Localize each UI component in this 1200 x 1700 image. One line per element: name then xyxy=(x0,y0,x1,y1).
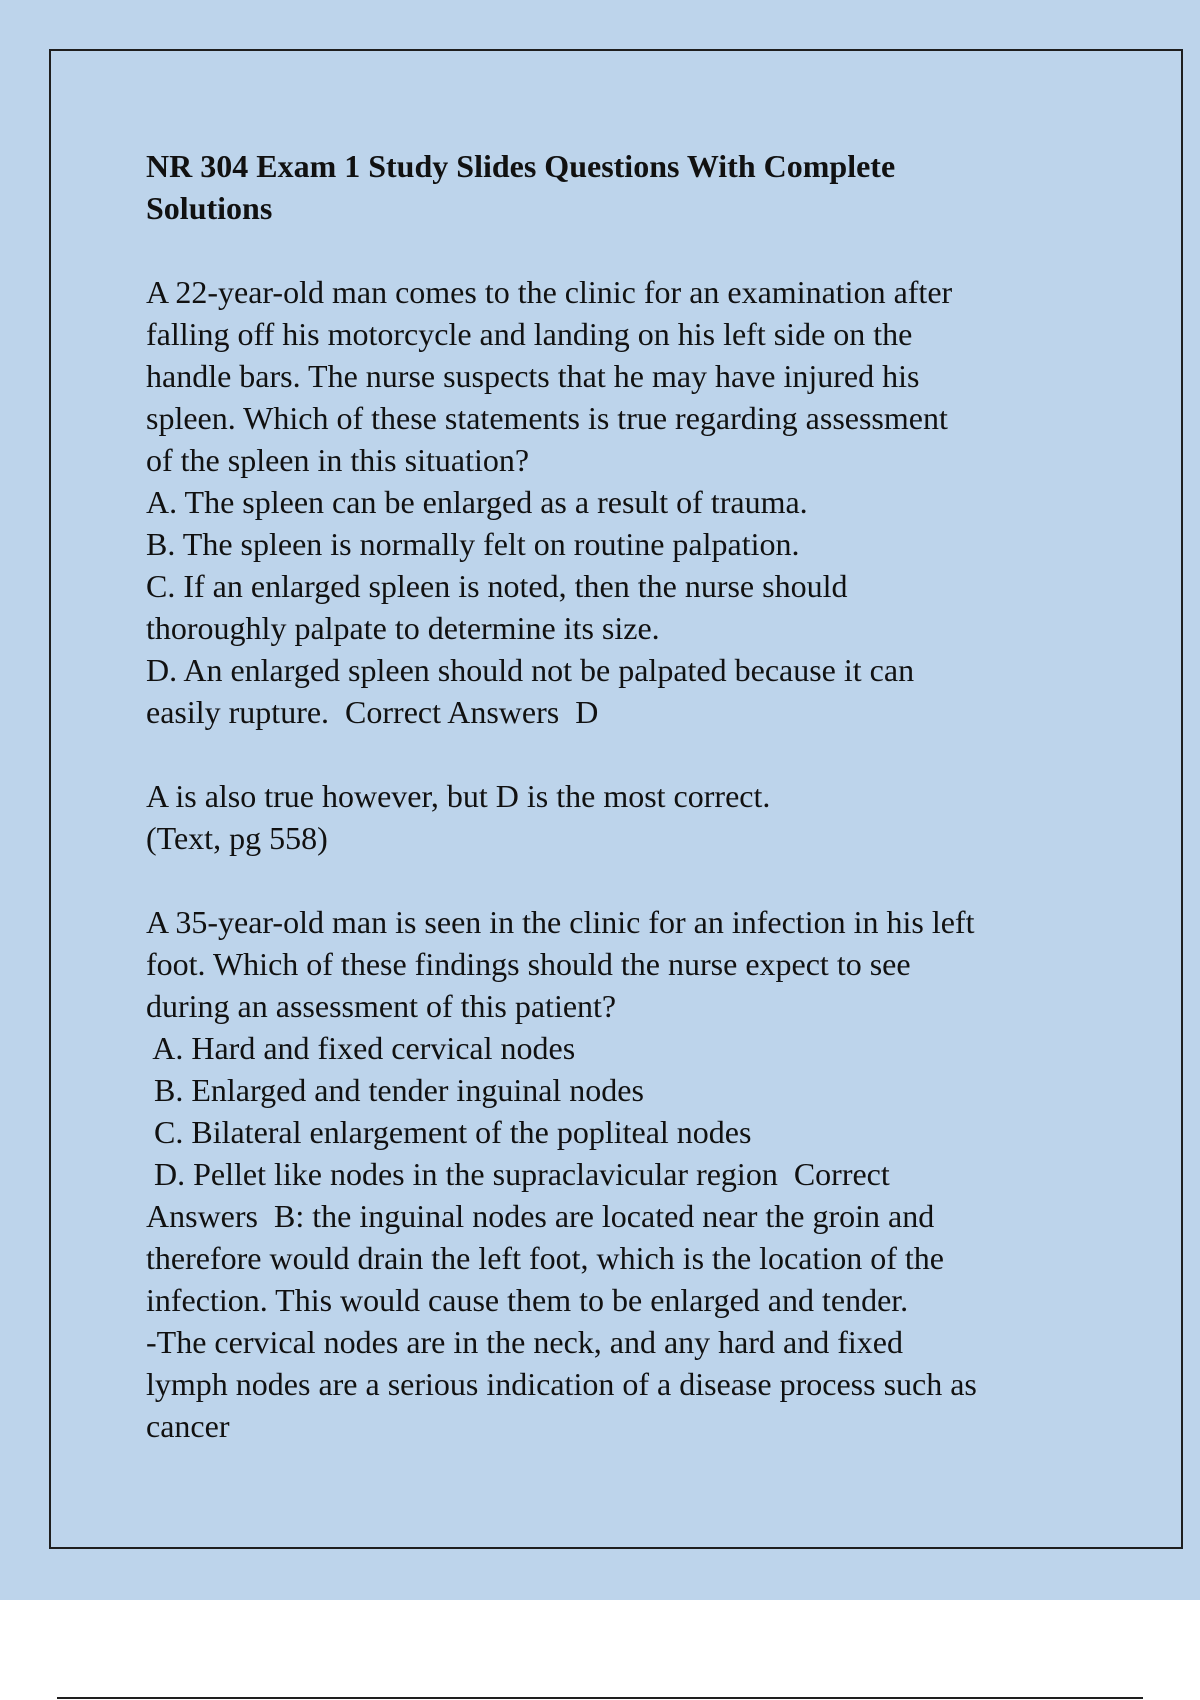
question-1-option: A. The spleen can be enlarged as a result of trauma. xyxy=(146,484,808,520)
question-2-option: B. Enlarged and tender inguinal nodes xyxy=(146,1072,644,1108)
question-2 xyxy=(146,901,1096,1447)
document-title xyxy=(146,145,1096,229)
question-1-line: of the spleen in this situation? xyxy=(146,442,530,478)
question-2-option: A. Hard and fixed cervical nodes xyxy=(146,1030,576,1066)
question-1-note xyxy=(146,775,1096,859)
question-2-answer: therefore would drain the left foot, which is the location of the xyxy=(146,1240,944,1276)
question-1-line: spleen. Which of these statements is true regarding assessment xyxy=(146,400,948,436)
question-2-answer: infection. This would cause them to be enlarged and tender. xyxy=(146,1282,909,1318)
title-line: NR 304 Exam 1 Study Slides Questions With Complete xyxy=(146,148,896,184)
question-2-answer: Answers B: the inguinal nodes are located near the groin and xyxy=(146,1198,935,1234)
question-2-option: C. Bilateral enlargement of the popliteal nodes xyxy=(146,1114,752,1150)
question-1-option: C. If an enlarged spleen is noted, then the nurse should xyxy=(146,568,848,604)
question-1-line: A 22-year-old man comes to the clinic for an examination after xyxy=(146,274,953,310)
question-2-answer: cancer xyxy=(146,1408,230,1444)
question-2-line: A 35-year-old man is seen in the clinic for an infection in his left xyxy=(146,904,975,940)
note-reference: (Text, pg 558) xyxy=(146,820,328,856)
question-1-line: falling off his motorcycle and landing on his left side on the xyxy=(146,316,913,352)
question-1-line: handle bars. The nurse suspects that he may have injured his xyxy=(146,358,920,394)
question-1 xyxy=(146,271,1096,733)
question-1-answer: easily rupture. Correct Answers D xyxy=(146,694,599,730)
question-2-line: during an assessment of this patient? xyxy=(146,988,617,1024)
question-2-answer: lymph nodes are a serious indication of a disease process such as xyxy=(146,1366,977,1402)
question-1-option: B. The spleen is normally felt on routine palpation. xyxy=(146,526,800,562)
question-2-answer: -The cervical nodes are in the neck, and any hard and fixed xyxy=(146,1324,903,1360)
note-line: A is also true however, but D is the most correct. xyxy=(146,778,771,814)
question-1-option: thoroughly palpate to determine its size. xyxy=(146,610,660,646)
question-2-line: foot. Which of these findings should the nurse expect to see xyxy=(146,946,911,982)
document-content xyxy=(146,145,1096,1489)
question-2-option: D. Pellet like nodes in the supraclavicular region Correct xyxy=(146,1156,890,1192)
question-1-option: D. An enlarged spleen should not be palpated because it can xyxy=(146,652,915,688)
footer-divider xyxy=(57,1697,1143,1699)
title-line: Solutions xyxy=(146,190,273,226)
